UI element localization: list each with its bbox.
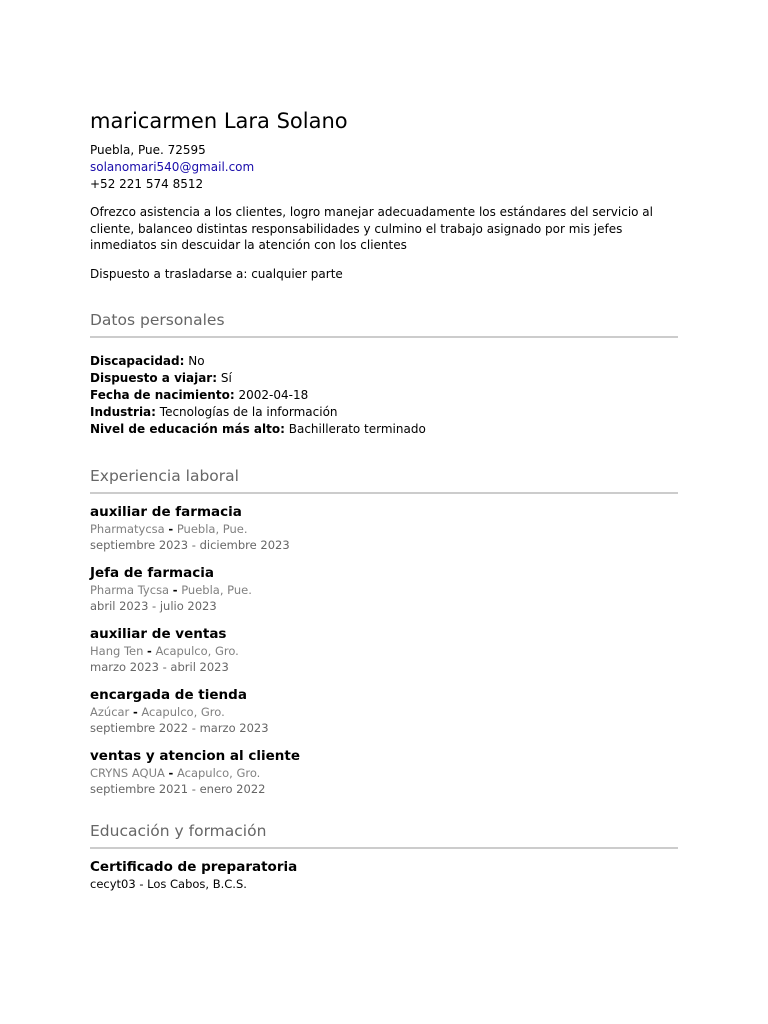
section-title-personal: Datos personales xyxy=(90,310,678,338)
experience-item xyxy=(90,747,678,797)
personal-field xyxy=(90,421,678,438)
company-name: CRYNS AQUA xyxy=(90,765,165,780)
candidate-name: maricarmen Lara Solano xyxy=(90,109,348,133)
job-location: Acapulco, Gro. xyxy=(141,704,225,719)
summary-text: Ofrezco asistencia a los clientes, logro manejar adecuadamente los estándares del servicio al cliente, balanceo distintas responsabilidades y culmino el trabajo asignado por mis jefes inmediatos sin descuidar la atención con los clientes xyxy=(90,205,653,252)
experience-item xyxy=(90,686,678,736)
location-text: Puebla, Pue. 72595 xyxy=(90,143,206,157)
field-label: Dispuesto a viajar: xyxy=(90,370,218,385)
job-company xyxy=(90,643,678,659)
education-item xyxy=(90,858,678,892)
company-name: Pharma Tycsa xyxy=(90,582,170,597)
job-dates: marzo 2023 - abril 2023 xyxy=(90,659,229,674)
job-location: Acapulco, Gro. xyxy=(155,643,239,658)
separator: - xyxy=(147,643,152,658)
contact-block xyxy=(90,142,678,193)
field-value: Tecnologías de la información xyxy=(159,404,338,419)
field-label: Discapacidad: xyxy=(90,353,185,368)
job-company xyxy=(90,765,678,781)
job-dates: septiembre 2023 - diciembre 2023 xyxy=(90,537,290,552)
experience-item xyxy=(90,503,678,553)
personal-field xyxy=(90,404,678,421)
job-company xyxy=(90,704,678,720)
personal-field xyxy=(90,387,678,404)
separator: - xyxy=(168,521,174,536)
job-title: auxiliar de ventas xyxy=(90,625,227,642)
institution-text: cecyt03 - Los Cabos, B.C.S. xyxy=(90,876,247,891)
email-link[interactable]: solanomari540@gmail.com xyxy=(90,160,255,174)
company-name: Azúcar xyxy=(90,704,130,719)
experience-item xyxy=(90,564,678,614)
field-value: No xyxy=(188,353,205,368)
job-dates: abril 2023 - julio 2023 xyxy=(90,598,217,613)
separator: - xyxy=(132,704,138,719)
job-title: encargada de tienda xyxy=(90,686,247,703)
field-value: 2002-04-18 xyxy=(238,387,309,402)
phone-text: +52 221 574 8512 xyxy=(90,177,204,191)
personal-field xyxy=(90,370,678,387)
job-location: Puebla, Pue. xyxy=(181,582,252,597)
personal-data-list xyxy=(90,353,678,438)
degree-title: Certificado de preparatoria xyxy=(90,858,298,875)
job-title: Jefa de farmacia xyxy=(90,564,214,581)
job-dates: septiembre 2022 - marzo 2023 xyxy=(90,720,269,735)
job-location: Acapulco, Gro. xyxy=(176,765,261,780)
education-list xyxy=(90,858,678,892)
field-label: Nivel de educación más alto: xyxy=(90,421,285,436)
company-name: Hang Ten xyxy=(90,643,144,658)
relocate-text: Dispuesto a trasladarse a: cualquier parte xyxy=(90,266,343,281)
experience-list xyxy=(90,503,678,797)
field-label: Fecha de nacimiento: xyxy=(90,387,235,402)
job-title: ventas y atencion al cliente xyxy=(90,747,300,764)
section-title-experience: Experiencia laboral xyxy=(90,466,678,494)
field-label: Industria: xyxy=(90,404,156,419)
experience-item xyxy=(90,625,678,675)
job-dates: septiembre 2021 - enero 2022 xyxy=(90,781,266,796)
job-location: Puebla, Pue. xyxy=(176,521,248,536)
job-company xyxy=(90,582,678,598)
section-title-education: Educación y formación xyxy=(90,821,678,849)
company-name: Pharmatycsa xyxy=(90,521,165,536)
separator: - xyxy=(172,582,178,597)
job-title: auxiliar de farmacia xyxy=(90,503,242,520)
personal-field xyxy=(90,353,678,370)
field-value: Bachillerato terminado xyxy=(288,421,426,436)
separator: - xyxy=(168,765,174,780)
field-value: Sí xyxy=(220,370,232,385)
job-company xyxy=(90,521,678,537)
